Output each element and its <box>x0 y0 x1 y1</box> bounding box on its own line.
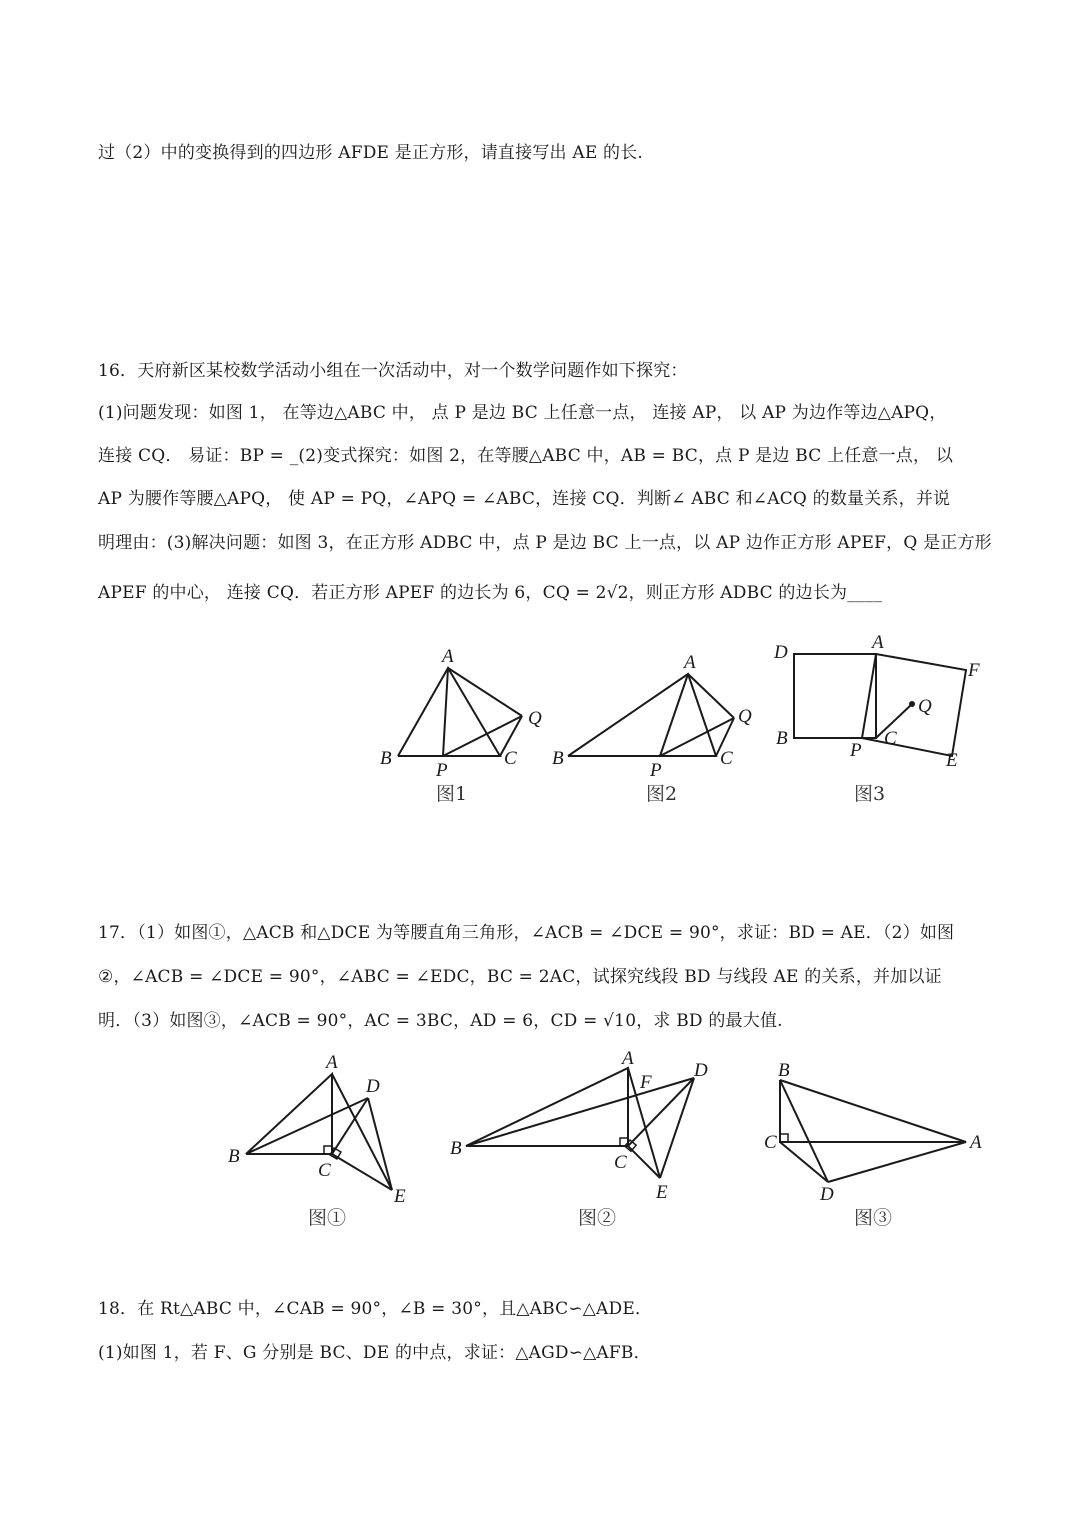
f2-label-D: D <box>694 1060 708 1081</box>
fig1-caption: 图1 <box>436 783 468 805</box>
f3-label-A: A <box>970 1132 982 1153</box>
fig2-label-Q: Q <box>738 706 752 727</box>
f2-label-A: A <box>622 1048 634 1069</box>
fig2-label-P: P <box>650 760 662 781</box>
f1-label-B: B <box>228 1146 240 1167</box>
f1-label-C: C <box>318 1160 331 1181</box>
f3-label-B: B <box>778 1060 790 1081</box>
q15-tail-text: 过（2）中的变换得到的四边形 AFDE 是正方形，请直接写出 AE 的长. <box>98 143 644 163</box>
f1-label-D: D <box>366 1076 380 1097</box>
f3-label-D: D <box>820 1184 834 1205</box>
fig1-label-B: B <box>380 748 392 769</box>
q16-figure-3 <box>773 632 980 805</box>
q17-line-1: 17．（1）如图①，△ACB 和△DCE 为等腰直角三角形，∠ACB = ∠DCE = 90°，求证：BD = AE．（2）如图 <box>98 923 955 943</box>
fig2-caption: 图2 <box>646 783 678 805</box>
fig2-label-A: A <box>684 652 696 673</box>
fig2-label-B: B <box>552 748 564 769</box>
f2-label-C: C <box>614 1152 627 1173</box>
q16-line-3: 连接 CQ． 易证：BP = _(2)变式探究：如图 2，在等腰△ABC 中，AB = BC，点 P 是边 BC 上任意一点， 以 <box>98 446 954 466</box>
fig3-label-E: E <box>946 750 958 771</box>
fig2-label-C: C <box>720 748 733 769</box>
f2-label-F: F <box>640 1072 652 1093</box>
f2-caption: 图② <box>578 1207 617 1229</box>
f3-caption: 图③ <box>854 1207 893 1229</box>
fig1-label-C: C <box>504 748 517 769</box>
q16-line-2: (1)问题发现：如图 1， 在等边△ABC 中， 点 P 是边 BC 上任意一点， 连接 AP， 以 AP 为边作等边△APQ， <box>98 403 947 423</box>
q18-line-2: (1)如图 1，若 F、G 分别是 BC、DE 的中点，求证：△AGD∽△AFB． <box>98 1343 651 1363</box>
fig1-label-Q: Q <box>528 708 542 729</box>
fig3-label-F: F <box>968 660 980 681</box>
q16-figure-2 <box>552 652 752 805</box>
q17-line-2: ②，∠ACB = ∠DCE = 90°，∠ABC = ∠EDC，BC = 2AC，试探究线段 BD 与线段 AE 的关系，并加以证 <box>98 967 942 987</box>
f1-caption: 图① <box>308 1207 347 1229</box>
f1-label-E: E <box>394 1186 406 1207</box>
q16-line-4: AP 为腰作等腰△APQ， 使 AP = PQ，∠APQ = ∠ABC，连接 CQ．判断∠ ABC 和∠ACQ 的数量关系，并说 <box>98 489 951 509</box>
f1-label-A: A <box>326 1052 338 1073</box>
fig3-label-B: B <box>776 728 788 749</box>
q17-line-3: 明．（3）如图③，∠ACB = 90°，AC = 3BC，AD = 6，CD = √10，求 BD 的最大值. <box>98 1011 783 1031</box>
fig1-label-A: A <box>442 646 454 667</box>
fig3-label-P: P <box>850 740 862 761</box>
fig3-label-A: A <box>872 632 884 653</box>
q18-line-1: 18．在 Rt△ABC 中，∠CAB = 90°，∠B = 30°，且△ABC∽△ADE． <box>98 1299 653 1319</box>
f3-label-C: C <box>764 1132 777 1153</box>
q16-line-5: 明理由：(3)解决问题：如图 3，在正方形 ADBC 中，点 P 是边 BC 上一点，以 AP 边作正方形 APEF，Q 是正方形 <box>98 533 992 553</box>
fig3-caption: 图3 <box>854 783 886 805</box>
f2-label-E: E <box>656 1182 668 1203</box>
q16-figure-1 <box>380 646 542 805</box>
fig3-label-C: C <box>884 728 897 749</box>
fig1-label-P: P <box>436 760 448 781</box>
fig3-label-Q: Q <box>918 696 932 717</box>
fig3-label-D: D <box>774 642 788 663</box>
f2-label-B: B <box>450 1138 462 1159</box>
q16-line-1: 16．天府新区某校数学活动小组在一次活动中，对一个数学问题作如下探究： <box>98 361 688 381</box>
q16-line-6: APEF 的中心， 连接 CQ．若正方形 APEF 的边长为 6，CQ = 2√2，则正方形 ADBC 的边长为____ <box>98 583 883 603</box>
